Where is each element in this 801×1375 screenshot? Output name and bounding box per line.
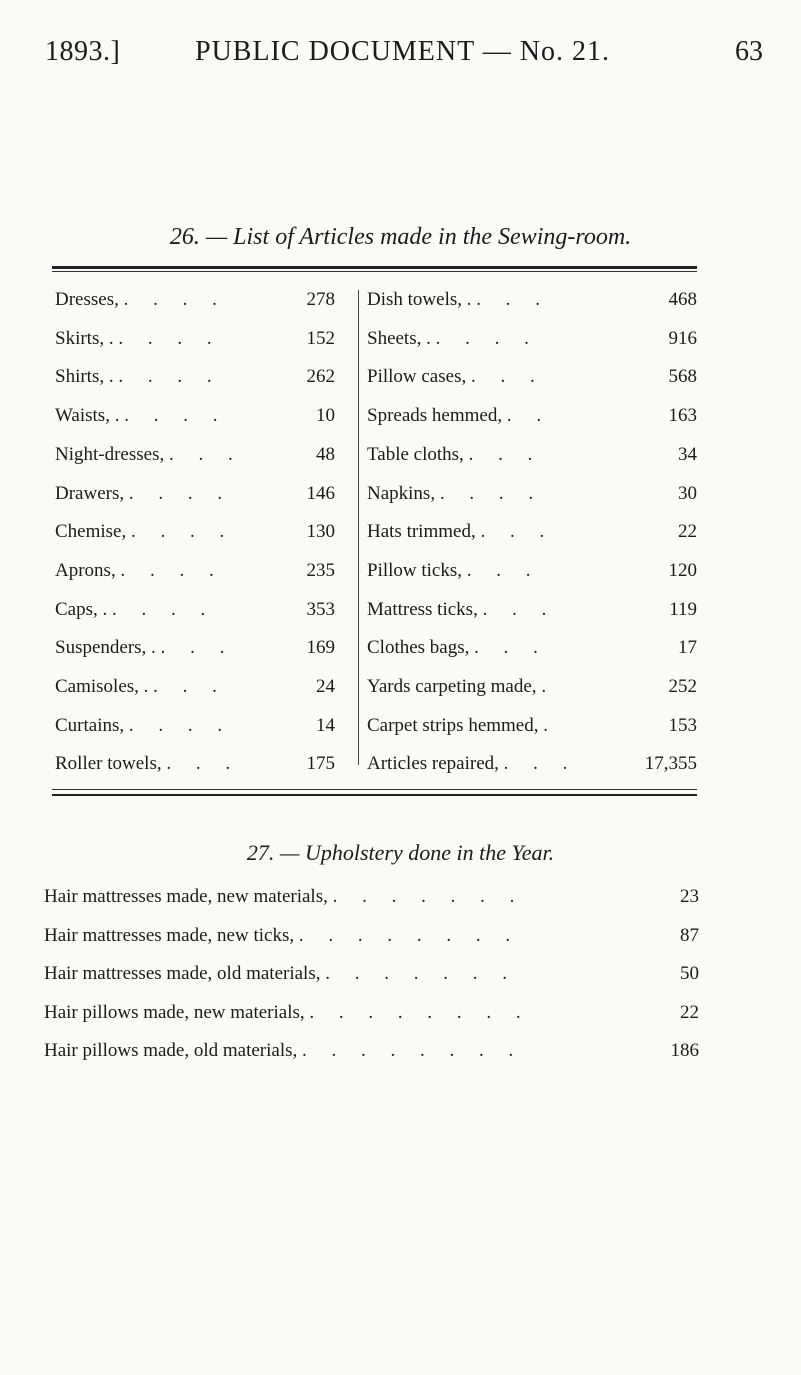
right-item-value: 568 [668, 366, 697, 388]
item-label: Skirts, . [55, 327, 114, 349]
left-item-value: 146 [306, 482, 335, 504]
left-item-value: 10 [316, 405, 335, 427]
right-item-label [367, 753, 577, 775]
leader-dots: . . . . . . . [325, 963, 517, 984]
table-top-rule-thin [52, 271, 697, 272]
section-27-title [0, 840, 801, 866]
right-item-label [367, 560, 541, 582]
left-item-label [55, 289, 227, 311]
right-item-value: 22 [678, 521, 697, 543]
left-item-label [55, 676, 227, 698]
upholstery-item-value: 87 [680, 924, 699, 946]
leader-dots: . . . . [128, 482, 233, 504]
table-row [52, 469, 697, 509]
item-label: Drawers, [55, 482, 125, 504]
upholstery-item-value: 22 [680, 1001, 699, 1023]
list-item [44, 1034, 699, 1072]
item-label: Table cloths, [367, 443, 464, 465]
item-label: Clothes bags, [367, 637, 470, 659]
item-label: Shirts, . [55, 366, 114, 388]
table-row [52, 701, 697, 741]
left-item-label [55, 328, 222, 350]
table-row [52, 391, 697, 431]
table-row [52, 430, 697, 470]
leader-dots: . . . [153, 676, 227, 697]
leader-dots: . . . . [118, 327, 222, 349]
item-label: Articles repaired, [367, 753, 499, 775]
item-label: Suspenders, . [55, 637, 156, 659]
section-27-heading: — Upholstery done in the Year. [279, 840, 555, 865]
right-item-label [367, 599, 556, 621]
leader-dots: . . . [168, 443, 243, 465]
leader-dots: . . . . [123, 289, 227, 310]
right-item-value: 153 [668, 714, 697, 736]
upholstery-item-label [44, 1040, 523, 1062]
left-item-value: 14 [316, 714, 335, 736]
leader-dots: . . . [468, 443, 543, 465]
list-item [44, 880, 699, 918]
upholstery-item-label [44, 1002, 531, 1024]
left-item-label [55, 560, 224, 582]
item-label: Hats trimmed, [367, 521, 476, 543]
right-item-value: 30 [678, 482, 697, 504]
section-26-heading: — List of Articles made in the Sewing-room. [205, 224, 632, 250]
left-item-label [55, 366, 222, 388]
item-label: Napkins, [367, 482, 436, 504]
leader-dots: . . . . [128, 714, 233, 736]
item-label: Mattress ticks, [367, 598, 478, 620]
section-26-title [0, 224, 801, 251]
right-item-value: 252 [668, 676, 697, 697]
right-item-label [367, 715, 558, 737]
item-label: Dish towels, . [367, 289, 472, 310]
table-bottom-rule-thin [52, 789, 697, 790]
right-item-value: 119 [669, 598, 697, 620]
left-item-value: 130 [306, 521, 335, 543]
left-item-value: 24 [316, 676, 335, 697]
item-label: Sheets, . [367, 327, 431, 349]
upholstery-item-value: 186 [670, 1040, 699, 1061]
leader-dots: . . . . [435, 327, 539, 349]
leader-dots: . . . [474, 637, 548, 659]
item-label: Spreads hemmed, [367, 405, 503, 427]
upholstery-item-value: 23 [680, 886, 699, 907]
table-row [52, 275, 697, 315]
item-label: Camisoles, . [55, 676, 149, 697]
table-top-rule [52, 266, 697, 269]
upholstery-item-label [44, 925, 520, 947]
header-page-number: 63 [735, 36, 763, 67]
right-item-value: 34 [678, 443, 697, 465]
table-row [52, 662, 697, 702]
item-label: Night-dresses, [55, 443, 165, 465]
left-item-label [55, 637, 234, 659]
leader-dots: . . . [476, 289, 550, 310]
item-label: Aprons, [55, 559, 116, 581]
list-item [44, 919, 699, 957]
leader-dots: . . . [466, 559, 541, 581]
item-label: Hair mattresses made, new materials, [44, 886, 328, 907]
leader-dots: . [541, 676, 557, 697]
table-row [52, 507, 697, 547]
table-row [52, 739, 697, 779]
left-item-value: 278 [306, 289, 335, 310]
leader-dots: . . . [160, 637, 235, 659]
item-label: Dresses, [55, 289, 119, 310]
right-item-label [367, 289, 550, 311]
right-item-label [367, 405, 551, 427]
leader-dots: . . . [470, 366, 545, 388]
upholstery-item-value: 50 [680, 963, 699, 984]
item-label: Hair pillows made, new materials, [44, 1001, 305, 1023]
leader-dots: . . [506, 405, 552, 427]
table-row [52, 314, 697, 354]
right-item-value: 163 [668, 405, 697, 427]
leader-dots: . . . . [131, 521, 235, 543]
leader-dots: . . . . . . . . [309, 1001, 531, 1023]
left-item-label [55, 405, 227, 427]
leader-dots: . . . . [120, 559, 224, 581]
left-item-value: 48 [316, 443, 335, 465]
item-label: Hair mattresses made, new ticks, [44, 924, 295, 946]
leader-dots: . . . . . . . . [302, 1040, 524, 1061]
item-label: Curtains, [55, 714, 125, 736]
leader-dots: . . . . . . . . [298, 924, 521, 946]
leader-dots: . . . [480, 521, 555, 543]
leader-dots: . . . [482, 598, 557, 620]
leader-dots: . . . . . . . [332, 886, 525, 907]
item-label: Pillow cases, [367, 366, 467, 388]
leader-dots: . [543, 714, 558, 736]
left-item-value: 235 [306, 559, 335, 581]
right-item-label [367, 328, 539, 350]
right-item-label [367, 483, 543, 505]
page-header [0, 28, 801, 88]
item-label: Waists, . [55, 405, 120, 427]
right-item-label [367, 676, 556, 698]
left-item-label [55, 521, 234, 543]
left-item-label [55, 483, 232, 505]
section-26-number: 26. [169, 224, 200, 250]
right-item-label [367, 366, 545, 388]
leader-dots: . . . . [439, 482, 544, 504]
right-item-value: 468 [668, 289, 697, 310]
leader-dots: . . . [503, 753, 578, 775]
left-item-value: 169 [306, 637, 335, 659]
table-bottom-rule [52, 794, 697, 796]
item-label: Carpet strips hemmed, [367, 714, 539, 736]
left-item-value: 353 [306, 598, 335, 620]
header-document-title: PUBLIC DOCUMENT — No. 21. [195, 36, 610, 67]
right-item-label [367, 521, 554, 543]
left-item-label [55, 715, 232, 737]
right-item-value: 120 [668, 559, 697, 581]
leader-dots: . . . . [124, 405, 228, 427]
item-label: Pillow ticks, [367, 559, 463, 581]
item-label: Roller towels, [55, 753, 162, 775]
item-label: Hair mattresses made, old materials, [44, 963, 321, 984]
section-27-number: 27. [246, 840, 275, 865]
item-label: Hair pillows made, old materials, [44, 1040, 298, 1061]
right-item-value: 17,355 [644, 753, 697, 775]
leader-dots: . . . [166, 753, 241, 775]
leader-dots: . . . . [112, 598, 216, 620]
list-item [44, 957, 699, 995]
list-item [44, 996, 699, 1034]
left-item-label [55, 444, 243, 466]
table-row [52, 352, 697, 392]
right-item-value: 916 [668, 327, 697, 349]
table-row [52, 546, 697, 586]
upholstery-item-label [44, 963, 517, 985]
item-label: Chemise, [55, 521, 127, 543]
left-item-label [55, 599, 215, 621]
leader-dots: . . . . [118, 366, 222, 388]
item-label: Yards carpeting made, [367, 676, 537, 697]
right-item-label [367, 637, 548, 659]
left-item-value: 175 [306, 753, 335, 775]
left-item-value: 262 [306, 366, 335, 388]
header-year: 1893.] [45, 36, 121, 67]
left-item-value: 152 [306, 327, 335, 349]
right-item-label [367, 444, 542, 466]
left-item-label [55, 753, 240, 775]
table-row [52, 623, 697, 663]
table-row [52, 585, 697, 625]
right-item-value: 17 [678, 637, 697, 659]
upholstery-item-label [44, 886, 524, 908]
item-label: Caps, . [55, 598, 108, 620]
